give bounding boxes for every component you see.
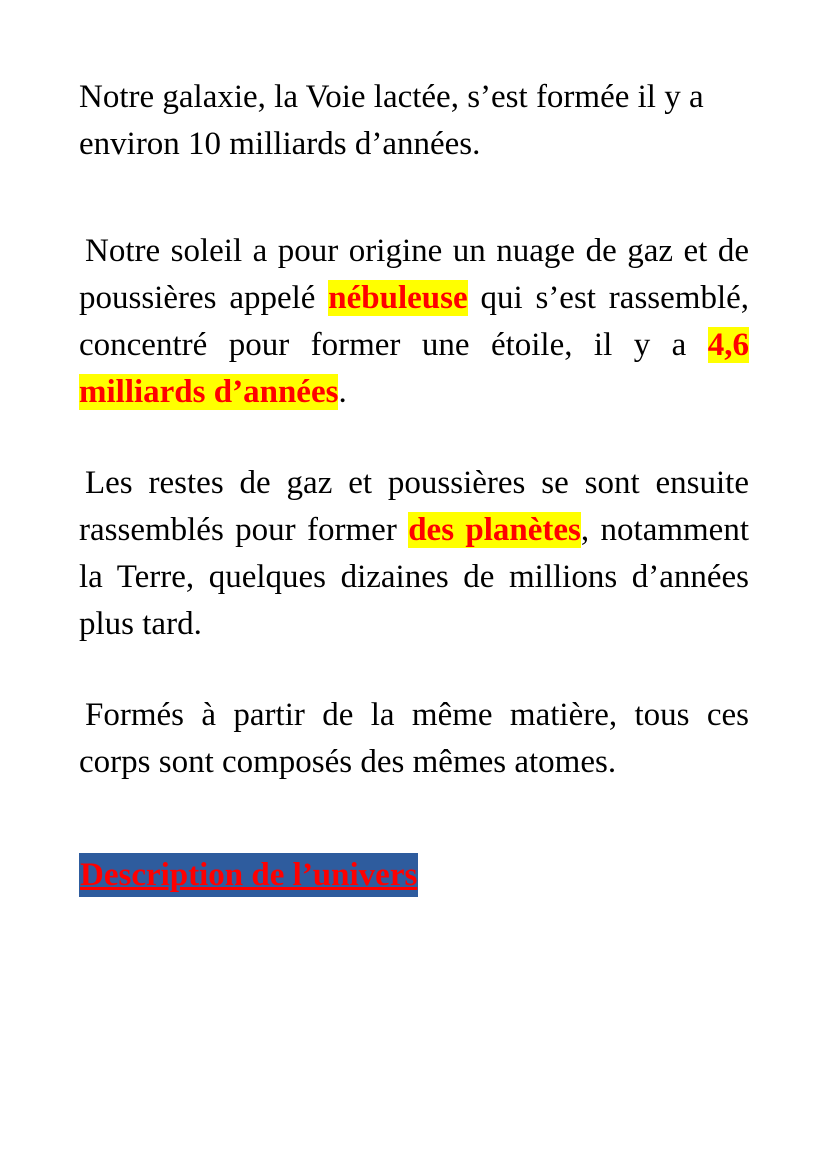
paragraph-text: Formés à partir de la même matière, tous ces corps sont composés des mêmes atomes. [79,697,749,780]
paragraph-text: , notamment la Terre, quelques dizaines de millions d’années plus tard. [79,512,749,642]
paragraph-galaxy-formation [79,74,749,168]
paragraph-text: . [338,374,347,410]
paragraph-same-atoms [79,692,749,786]
section-heading: Description de l’univers [79,853,418,897]
paragraph-text: qui s’est rassemblé, concentré pour former une étoile, il y a [79,280,750,363]
paragraph-text: Notre soleil a pour origine un nuage de gaz et de poussières appelé [79,233,749,316]
highlight-planetes: des planètes [408,512,581,548]
highlight-nebuleuse: nébuleuse [328,280,468,316]
section-heading-container [79,852,749,899]
paragraph-text: Notre galaxie, la Voie lactée, s’est formée il y a environ 10 milliards d’années. [79,79,704,162]
paragraph-text: Les restes de gaz et poussières se sont ensuite rassemblés pour former [79,465,749,548]
paragraph-sun-origin [79,228,749,416]
document-page [79,74,749,899]
highlight-age: 4,6 milliards d’années [79,327,749,410]
paragraph-planets-formation [79,460,749,648]
